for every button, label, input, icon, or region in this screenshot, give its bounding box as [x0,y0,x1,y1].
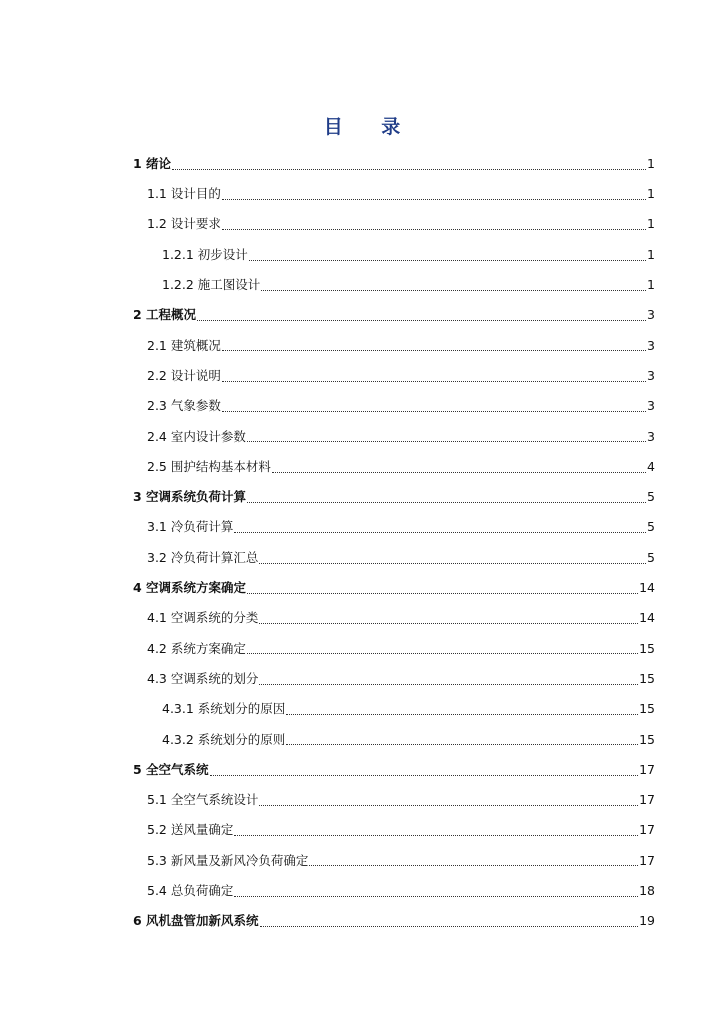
toc-entry-page-number: 17 [639,761,655,777]
toc-entry[interactable] [133,755,655,785]
toc-entry-title: 2.2 设计说明 [147,367,221,383]
dot-leader [247,653,638,654]
dot-leader [259,805,638,806]
toc-entry-page-number: 18 [639,883,655,899]
toc-entry-title: 1.2.2 施工图设计 [162,277,261,293]
toc-entry-title: 4.2 系统方案确定 [147,640,246,656]
toc-entry-title: 2 工程概况 [133,307,197,323]
toc-entry[interactable] [133,210,655,240]
toc-entry-title: 5.2 送风量确定 [147,822,234,838]
toc-entry-page-number: 5 [647,549,655,565]
dot-leader [247,593,638,594]
toc-entry-title: 4.3.2 系统划分的原则 [162,731,286,747]
toc-entry[interactable] [133,270,655,300]
toc-entry-title: 4.1 空调系统的分类 [147,610,259,626]
toc-entry-title: 3.1 冷负荷计算 [147,519,234,535]
dot-leader [247,441,646,442]
toc-entry[interactable] [133,816,655,846]
dot-leader [234,532,646,533]
dot-leader [272,472,646,473]
dot-leader [222,411,646,412]
toc-entry-page-number: 1 [647,246,655,262]
toc-entry-page-number: 15 [639,701,655,717]
toc-entry-page-number: 17 [639,792,655,808]
toc-entry-page-number: 15 [639,670,655,686]
toc-entry-page-number: 14 [639,610,655,626]
dot-leader [286,714,638,715]
toc-entry-title: 2.3 气象参数 [147,398,221,414]
toc-entry-page-number: 1 [647,186,655,202]
toc-entry-page-number: 15 [639,640,655,656]
toc-entry-title: 3.2 冷负荷计算汇总 [147,549,259,565]
toc-entry[interactable] [133,906,655,936]
toc-entry[interactable] [133,846,655,876]
toc-entry-title: 1.1 设计目的 [147,186,221,202]
toc-entry-page-number: 17 [639,852,655,868]
toc-entry-title: 1.2.1 初步设计 [162,246,248,262]
toc-entry[interactable] [133,391,655,421]
toc-entry-title: 5 全空气系统 [133,761,209,777]
toc-entry[interactable] [133,634,655,664]
toc-entry-title: 2.4 室内设计参数 [147,428,246,444]
dot-leader [222,199,646,200]
dot-leader [197,320,646,321]
toc-entry-page-number: 3 [647,307,655,323]
toc-entry[interactable] [133,179,655,209]
toc-entry[interactable] [133,513,655,543]
dot-leader [286,744,638,745]
dot-leader [222,381,646,382]
toc-entry-title: 4 空调系统方案确定 [133,580,247,596]
toc-entry-title: 4.3.1 系统划分的原因 [162,701,286,717]
toc-entry-page-number: 17 [639,822,655,838]
toc-entry-title: 2.5 围护结构基本材料 [147,458,271,474]
toc-entry-page-number: 3 [647,337,655,353]
toc-entry-title: 2.1 建筑概况 [147,337,221,353]
toc-entry-title: 1 绪论 [133,155,172,171]
dot-leader [234,896,638,897]
dot-leader [222,350,646,351]
toc-entry-page-number: 5 [647,489,655,505]
toc-entry[interactable] [133,664,655,694]
toc-entry[interactable] [133,725,655,755]
toc-entry[interactable] [133,149,655,179]
dot-leader [210,775,639,776]
dot-leader [249,260,646,261]
toc-entry-page-number: 5 [647,519,655,535]
toc-entry-page-number: 15 [639,731,655,747]
toc-entry-title: 5.1 全空气系统设计 [147,792,259,808]
toc-entry[interactable] [133,543,655,573]
toc-entry-page-number: 4 [647,458,655,474]
toc-title: 目 录 [323,116,417,138]
toc-entry[interactable] [133,785,655,815]
toc-entry[interactable] [133,694,655,724]
toc-entry[interactable] [133,300,655,330]
toc-entry-page-number: 3 [647,428,655,444]
dot-leader [247,502,646,503]
toc-entry[interactable] [133,422,655,452]
toc-entry-page-number: 1 [647,216,655,232]
dot-leader [260,926,639,927]
dot-leader [259,563,646,564]
toc-entry-page-number: 19 [639,913,655,929]
dot-leader [259,684,638,685]
toc-entry-page-number: 3 [647,367,655,383]
dot-leader [309,865,638,866]
toc-entry-title: 6 风机盘管加新风系统 [133,913,259,929]
table-of-contents [133,149,655,937]
toc-entry-title: 4.3 空调系统的划分 [147,670,259,686]
toc-entry[interactable] [133,331,655,361]
dot-leader [172,169,646,170]
toc-entry[interactable] [133,452,655,482]
toc-entry[interactable] [133,603,655,633]
toc-entry-page-number: 1 [647,277,655,293]
toc-entry-title: 5.4 总负荷确定 [147,883,234,899]
toc-entry[interactable] [133,361,655,391]
toc-entry-title: 5.3 新风量及新风冷负荷确定 [147,852,309,868]
dot-leader [261,290,646,291]
toc-entry-page-number: 1 [647,155,655,171]
toc-entry-title: 1.2 设计要求 [147,216,221,232]
dot-leader [222,229,646,230]
toc-entry-page-number: 3 [647,398,655,414]
toc-entry-page-number: 14 [639,580,655,596]
toc-entry[interactable] [133,573,655,603]
dot-leader [259,623,638,624]
dot-leader [234,835,638,836]
toc-entry[interactable] [133,876,655,906]
toc-entry[interactable] [133,482,655,512]
toc-entry-title: 3 空调系统负荷计算 [133,489,247,505]
toc-entry[interactable] [133,240,655,270]
